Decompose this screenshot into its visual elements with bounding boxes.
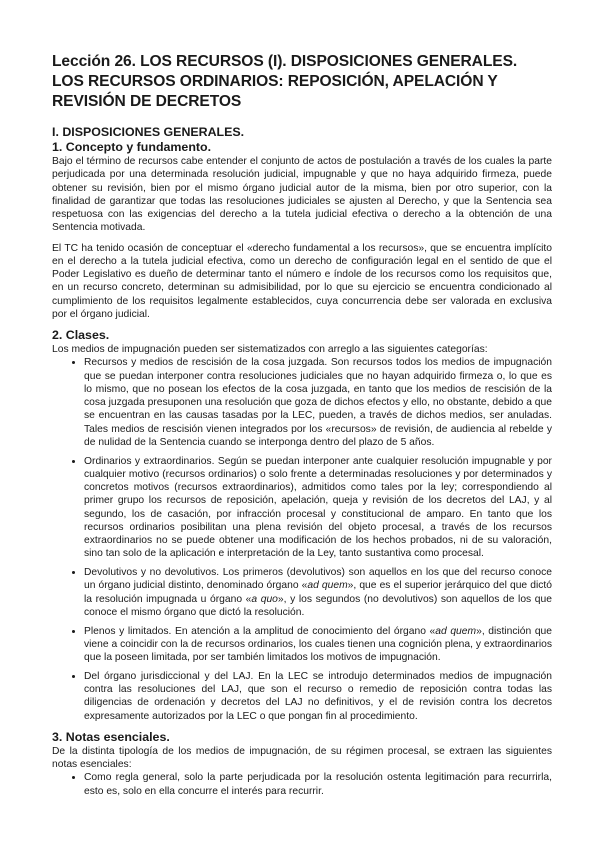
list-item-organo-laj: • Del órgano jurisdiccional y del LAJ. En la LEC se introdujo determinados medios de impugnación contra las resoluciones del LAJ, que son el recurso o remedio de reposición contra todas las diligencias de ordenación y decretos del LAJ no definitivos, y el de revisión contra los decretos expresamente autorizados por la LEC o que pongan fin al procedimiento. (84, 670, 552, 723)
list-item-legitimacion: • Como regla general, solo la parte perjudicada por la resolución ostenta legitimación para recurrirla, esto es, solo en ella concurre el interés para recurrir. (84, 771, 552, 798)
list-clases (52, 356, 552, 723)
paragraph-concepto-2: El TC ha tenido ocasión de conceptuar el «derecho fundamental a los recursos», que se encuentra implícito en el derecho a la tutela judicial efectiva, como un derecho de configuración legal en el sentido de que el Poder Legislativo es dueño de determinar tanto el número e índole de los recursos como los requisitos que, en un recurso concreto, determinan su admisibilidad, por lo que su ejercicio se encuentra condicionado al cumplimiento de los requisitos legalmente establecidos, cuya concurrencia debe ser valorada en exclusiva por el órgano judicial. (52, 242, 552, 320)
list-item-rescision: • Recursos y medios de rescisión de la cosa juzgada. Son recursos todos los medios de impugnación que se puedan interponer contra resoluciones judiciales que no hayan adquirido firmeza o, lo que es lo mismo, que no posean los efectos de la cosa juzgada, en tanto que los medios de rescisión de la cosa juzgada presuponen una resolución que goza de dichos efectos y ello, no obstante, debido a que se encuentran en las causas tasadas por la LEC, pueden, a través de dichos medios, ser anuladas. Tales medios de rescisión vienen integrados por los «recursos» de revisión, de audiencia al rebelde y de nulidad de la Sentencia cuando se interponga dentro del plazo de 5 años. (84, 356, 552, 449)
paragraph-concepto-1: Bajo el término de recursos cabe entender el conjunto de actos de postulación a través de los cuales la parte perjudicada por una determinada resolución judicial, impugnable y que no haya adquirido firmeza, puede obtener su revisión, bien por el mismo órgano judicial autor de la misma, bien por otro superior, con la finalidad de garantizar que todas las resoluciones judiciales se ajusten al Derecho, y que la Sentencia sea respetuosa con las exigencias del derecho a la tutela judicial efectiva o derecho a la obtención de una Sentencia motivada. (52, 156, 552, 234)
paragraph-clases-intro: Los medios de impugnación pueden ser sistematizados con arreglo a las siguientes categorías: (52, 344, 488, 355)
list-item-plenos: • Plenos y limitados. En atención a la amplitud de conocimiento del órgano «ad quem», distinción que viene a coincidir con la de recursos ordinarios, los cuales tienen una cognición plena, y extraordinarios que la poseen limitada, por ser también limitados los motivos de impugnación. (84, 625, 552, 665)
list-item-devolutivos: • Devolutivos y no devolutivos. Los primeros (devolutivos) son aquellos en los que del recurso conoce un órgano judicial distinto, denominado órgano «ad quem», que es el superior jerárquico del que dictó la resolución impugnada u órgano «a quo», y los segundos (no devolutivos) son aquellos de los que conoce el mismo órgano que dictó la resolución. (84, 566, 552, 619)
lesson-title: Lección 26. LOS RECURSOS (I). DISPOSICIONES GENERALES. LOS RECURSOS ORDINARIOS: REPOSICIÓN, APELACIÓN Y REVISIÓN DE DECRETOS (52, 53, 518, 110)
subsection-heading-notas: 3. Notas esenciales. (52, 729, 170, 744)
subsection-heading-clases: 2. Clases. (52, 328, 110, 342)
section-heading: I. DISPOSICIONES GENERALES. (52, 125, 245, 139)
list-item-ordinarios: • Ordinarios y extraordinarios. Según se puedan interponer ante cualquier resolución impugnable y por cualquier motivo (recursos ordinarios) o solo frente a determinadas resoluciones y por determinados y concretos motivos (recursos extraordinarios), admitidos como tales por la ley; correspondiendo al primer grupo los recursos de reposición, apelación, queja y revisión de los decretos del LAJ, y al segundo, los de casación, por infracción procesal y constitucional de amparo. En tanto que los recursos ordinarios posibilitan una plena revisión del objeto procesal, a través de los recursos extraordinarios no se puede obtener una modificación de los hechos probados, ni de su valoración, sino tan solo de la aplicación e interpretación de la Ley, tanto sustantiva como procesal. (84, 455, 552, 561)
list-notas (52, 771, 552, 798)
paragraph-notas-intro: De la distinta tipología de los medios de impugnación, de su régimen procesal, se extraen las siguientes notas esenciales: (52, 745, 552, 770)
subsection-heading-concepto: 1. Concepto y fundamento. (52, 140, 212, 154)
